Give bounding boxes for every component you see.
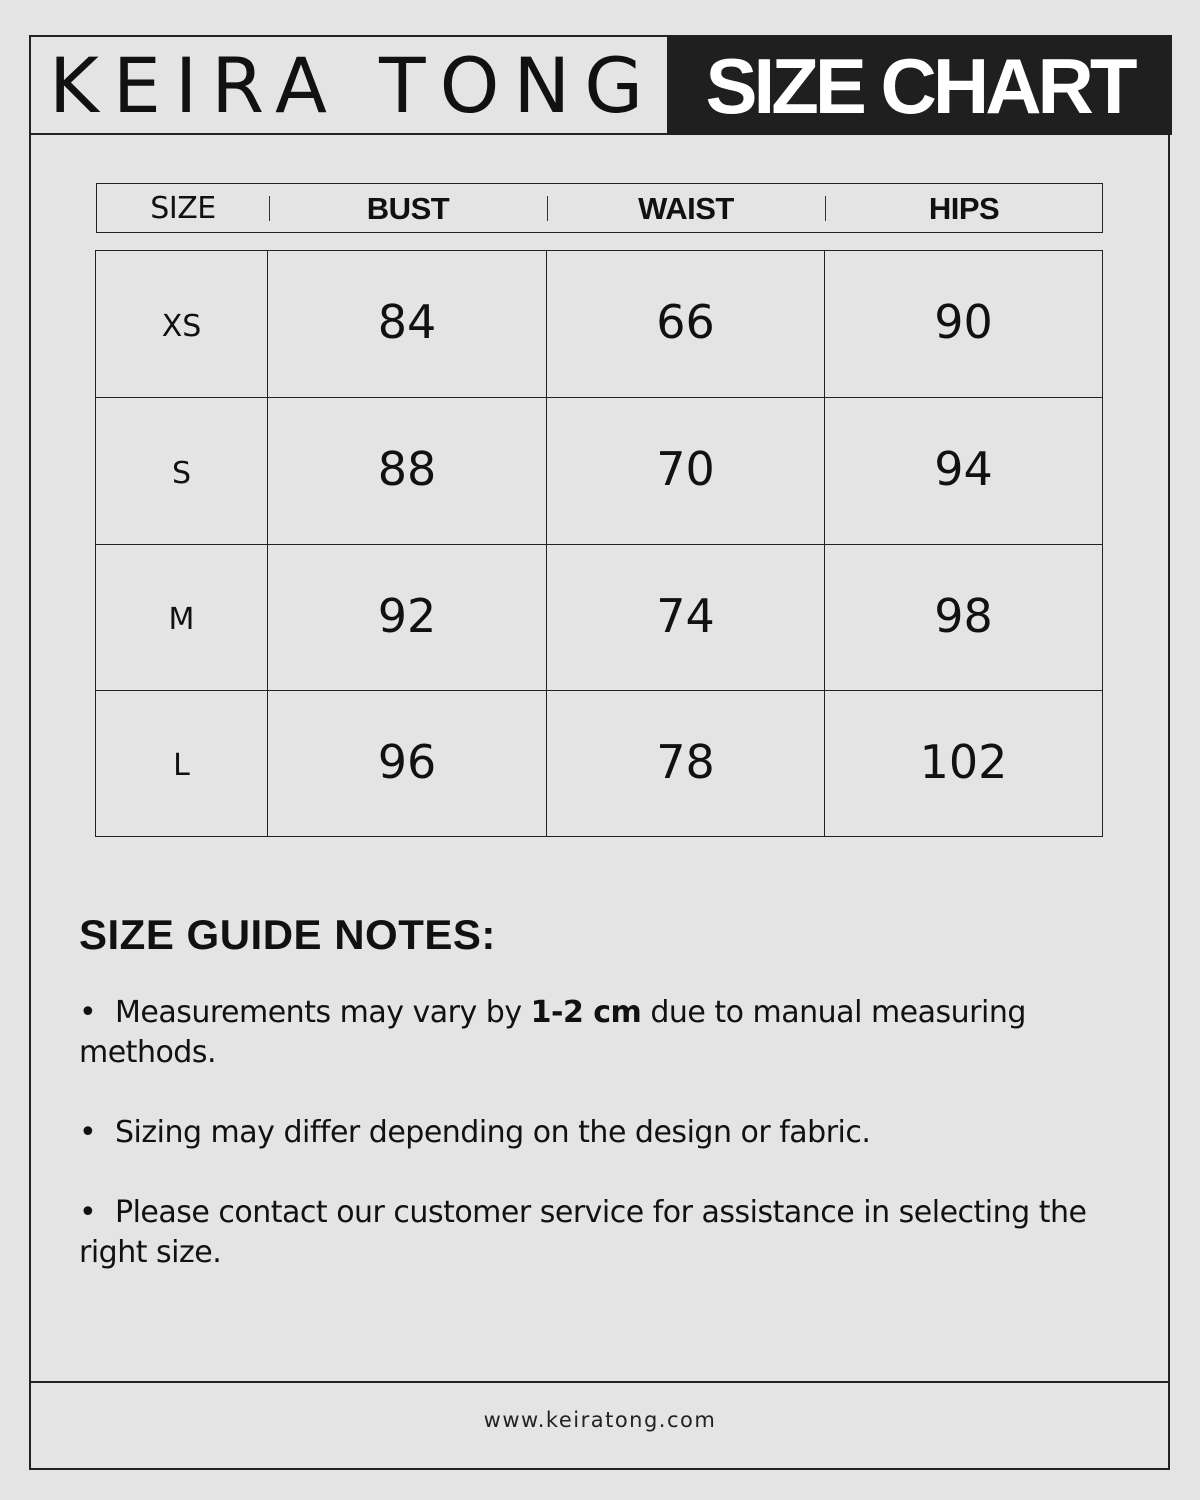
footer-divider [29,1381,1170,1383]
table-cell-waist: 74 [546,544,825,691]
note-item [79,1193,1129,1273]
table-cell-size: S [95,397,268,545]
notes-heading: SIZE GUIDE NOTES: [79,911,496,958]
table-cell-hips: 94 [824,397,1103,545]
header-waist: WAIST [638,191,734,226]
table-cell-bust: 84 [267,250,547,398]
note-item [79,993,1129,1073]
brand-name: KEIRA TONG [49,41,658,130]
page-title: SIZE CHART [705,42,1134,130]
table-header [96,183,1103,233]
note-emphasis: 1-2 cm [530,995,642,1030]
table-cell-waist: 70 [546,397,825,545]
table-cell-hips: 102 [824,690,1103,837]
note-text: Sizing may differ depending on the design or fabric. [115,1115,871,1150]
header-bust: BUST [366,191,450,226]
table-cell-hips: 98 [824,544,1103,691]
table-cell-size: M [95,544,268,691]
bullet-icon: • [79,1195,97,1230]
note-item [79,1113,1129,1153]
table-cell-size: XS [95,250,268,398]
footer-url[interactable]: www.keiratong.com [483,1408,717,1432]
title-banner [667,35,1172,135]
header-size: SIZE [150,191,216,226]
table-cell-bust: 88 [267,397,547,545]
table-cell-bust: 92 [267,544,547,691]
table-cell-hips: 90 [824,250,1103,398]
table-cell-waist: 66 [546,250,825,398]
note-text: due to manual measuring methods. [79,995,1026,1070]
table-cell-bust: 96 [267,690,547,837]
table-cell-waist: 78 [546,690,825,837]
note-text: Measurements may vary by [115,995,531,1030]
bullet-icon: • [79,995,97,1030]
header-hips: HIPS [928,191,1000,226]
size-table [96,251,1104,838]
header [31,37,1168,135]
bullet-icon: • [79,1115,97,1150]
note-text: Please contact our customer service for assistance in selecting the right size. [79,1195,1087,1270]
table-cell-size: L [95,690,268,837]
